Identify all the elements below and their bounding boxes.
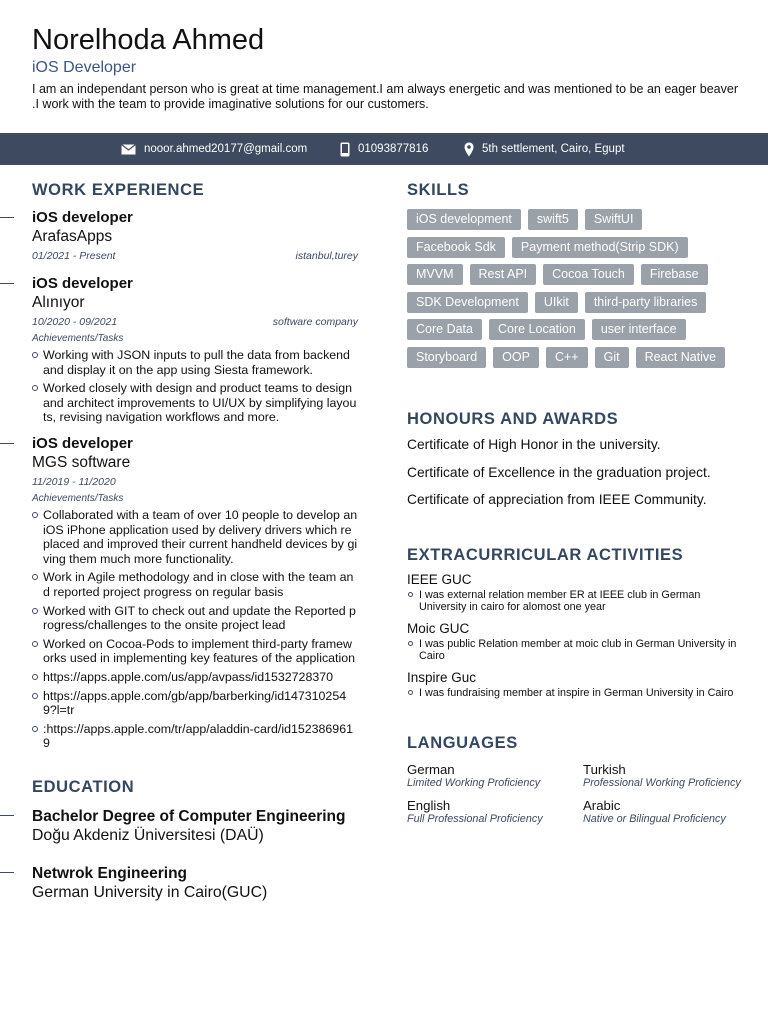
bullet-icon: [32, 674, 38, 680]
skill-tag: Storyboard: [407, 347, 486, 368]
candidate-title: iOS Developer: [32, 59, 137, 76]
bullet-icon: [32, 693, 38, 699]
bullet-icon: [408, 592, 413, 597]
extracurricular-heading: EXTRACURRICULAR ACTIVITIES: [407, 546, 684, 564]
timeline-marker: [0, 443, 14, 444]
achievements-label: Achievements/Tasks: [32, 492, 124, 504]
skill-tag: iOS development: [407, 209, 521, 230]
activity-title: Inspire Guc: [407, 670, 477, 685]
education-heading: EDUCATION: [32, 777, 135, 796]
list-item: [407, 589, 742, 613]
skill-tag: SwiftUI: [585, 209, 643, 230]
phone-text: 01093877816: [358, 143, 429, 155]
skill-tag: OOP: [493, 347, 539, 368]
list-item-text: Worked closely with design and product teams to design and architect improvements to UI/UX by simplifying layouts, revising navigation workflows and more.: [43, 381, 357, 425]
list-item: [407, 687, 742, 699]
job-title: iOS developer: [32, 434, 133, 452]
skills-list: [407, 209, 737, 374]
list-item: [32, 348, 358, 377]
list-item-text: I was external relation member ER at IEEE club in German University in cairo for alomost one year: [419, 589, 701, 613]
timeline-marker: [0, 283, 14, 284]
language-name: English: [407, 797, 451, 813]
job-company: MGS software: [32, 453, 131, 471]
resume-header: [32, 22, 742, 111]
job-entry: [32, 209, 358, 263]
contact-bar: [0, 133, 768, 165]
app-store-link[interactable]: https://apps.apple.com/us/app/avpass/id1532728370: [43, 669, 334, 684]
skill-tag: Rest API: [470, 264, 537, 285]
language-level: Native or Bilingual Proficiency: [583, 812, 726, 825]
skill-tag: React Native: [636, 347, 726, 368]
languages-heading: LANGUAGES: [407, 734, 518, 752]
location-text: 5th settlement, Cairo, Egupt: [482, 143, 625, 155]
degree: Bachelor Degree of Computer Engineering: [32, 807, 346, 825]
list-item-text: Worked on Cocoa-Pods to implement third-party frameworks used in implementing key features of the application: [43, 636, 356, 666]
link-item[interactable]: [32, 722, 358, 751]
education-entry: [32, 864, 358, 903]
bullet-icon: [408, 641, 413, 646]
skill-tag: Facebook Sdk: [407, 237, 505, 258]
job-company: ArafasApps: [32, 228, 113, 245]
contact-phone[interactable]: [340, 133, 428, 165]
skill-tag: Firebase: [641, 264, 708, 285]
bullet-icon: [32, 574, 38, 580]
contact-location: [464, 133, 625, 165]
skill-tag: C++: [546, 347, 588, 368]
list-item: [32, 508, 358, 566]
degree: Netwrok Engineering: [32, 864, 188, 882]
job-dates: 10/2020 - 09/2021: [32, 316, 118, 328]
skills-heading: SKILLS: [407, 181, 470, 199]
summary: I am an independant person who is great at time management.I am always energetic and was mentioned to be an eager beaver .I work with the team to provide imaginative solutions for our customers.: [32, 82, 738, 111]
skill-tag: swift5: [528, 209, 578, 230]
link-item[interactable]: [32, 670, 358, 685]
bullet-icon: [32, 352, 38, 358]
job-title: iOS developer: [32, 275, 133, 292]
skill-tag: Git: [595, 347, 629, 368]
list-item-text: Collaborated with a team of over 10 people to develop an iOS iPhone application used by delivery drivers which replaced and improved their current handheld devices by giving them much more functionality.: [43, 507, 358, 566]
app-store-link[interactable]: :https://apps.apple.com/tr/app/aladdin-card/id1523869619: [43, 721, 353, 751]
achievements-list: [32, 508, 358, 751]
languages-grid: [407, 762, 742, 825]
list-item-text: I was fundraising member at inspire in German University in Cairo: [419, 687, 734, 699]
education-entry: [32, 807, 358, 846]
bullet-icon: [32, 641, 38, 647]
school: Doğu Akdeniz Üniversitesi (DAÜ): [32, 826, 264, 844]
candidate-name: Norelhoda Ahmed: [32, 24, 265, 56]
list-item: [407, 638, 742, 662]
language-name: Arabic: [583, 797, 621, 813]
timeline-marker: [0, 872, 14, 873]
email-text: nooor.ahmed20177@gmail.com: [144, 143, 308, 155]
link-item[interactable]: [32, 689, 358, 718]
bullet-icon: [32, 608, 38, 614]
list-item-text: Worked with GIT to check out and update the Reported progress/challenges to the onsite project lead: [43, 603, 356, 633]
skill-tag: third-party libraries: [585, 292, 707, 313]
activity-list: [407, 687, 742, 699]
bullet-icon: [32, 726, 38, 732]
list-item: [32, 637, 358, 666]
bullet-icon: [32, 385, 38, 391]
list-item-text: I was public Relation member at moic club in German University in Cairo: [419, 638, 737, 662]
map-pin-icon: [464, 142, 474, 157]
skill-tag: SDK Development: [407, 292, 528, 313]
school: German University in Cairo(GUC): [32, 883, 268, 901]
honours-heading: HONOURS AND AWARDS: [407, 410, 619, 428]
job-company: Alınıyor: [32, 294, 85, 311]
app-store-link[interactable]: https://apps.apple.com/gb/app/barberking/id1473102549?l=tr: [43, 688, 347, 718]
skill-tag: MVVM: [407, 264, 463, 285]
phone-icon: [340, 142, 350, 157]
job-dates: 01/2021 - Present: [32, 250, 116, 262]
skill-tag: Core Data: [407, 319, 482, 340]
activity-list: [407, 638, 742, 662]
left-column: [32, 180, 358, 903]
job-meta: [32, 250, 358, 263]
language-item: [583, 798, 743, 826]
timeline-marker: [0, 217, 14, 218]
job-meta: [32, 476, 358, 489]
honour-item: Certificate of Excellence in the graduation project.: [407, 464, 711, 480]
job-title: iOS developer: [32, 209, 133, 226]
contact-email[interactable]: [121, 133, 307, 165]
job-entry: [32, 435, 358, 751]
activity-title: IEEE GUC: [407, 572, 472, 587]
list-item-text: Work in Agile methodology and in close with the team and reported project progress on regular basis: [43, 570, 354, 599]
list-item: [32, 570, 358, 599]
language-name: Turkish: [583, 762, 626, 777]
skill-tag: Core Location: [489, 319, 585, 340]
honour-item: Certificate of High Honor in the university.: [407, 437, 661, 452]
language-level: Professional Working Proficiency: [583, 777, 741, 789]
language-item: [407, 762, 583, 790]
honour-item: Certificate of appreciation from IEEE Community.: [407, 492, 707, 507]
list-item: [32, 604, 358, 633]
language-level: Limited Working Proficiency: [407, 777, 541, 789]
job-entry: [32, 275, 358, 425]
skill-tag: Payment method(Strip SDK): [512, 237, 688, 258]
list-item: [32, 381, 358, 425]
bullet-icon: [32, 512, 38, 518]
language-item: [583, 762, 743, 790]
job-dates: 11/2019 - 11/2020: [32, 475, 116, 488]
list-item-text: Working with JSON inputs to pull the data from backend and display it on the app using Siesta framework.: [43, 348, 350, 377]
work-experience-heading: WORK EXPERIENCE: [32, 181, 205, 199]
language-name: German: [407, 762, 455, 777]
right-column: [407, 180, 742, 825]
bullet-icon: [408, 690, 413, 695]
language-level: Full Professional Proficiency: [407, 812, 543, 825]
achievements-list: [32, 348, 358, 425]
envelope-icon: [121, 144, 136, 155]
language-item: [407, 798, 583, 826]
activity-list: [407, 589, 742, 613]
achievements-label: Achievements/Tasks: [32, 333, 124, 344]
skill-tag: user interface: [592, 319, 686, 340]
job-meta: [32, 316, 358, 329]
timeline-marker: [0, 815, 14, 816]
job-location: istanbul,turey: [295, 250, 358, 262]
activity-title: Moic GUC: [407, 621, 470, 636]
skill-tag: Cocoa Touch: [543, 264, 634, 285]
skill-tag: UIkit: [535, 292, 578, 313]
job-location: software company: [272, 316, 358, 328]
